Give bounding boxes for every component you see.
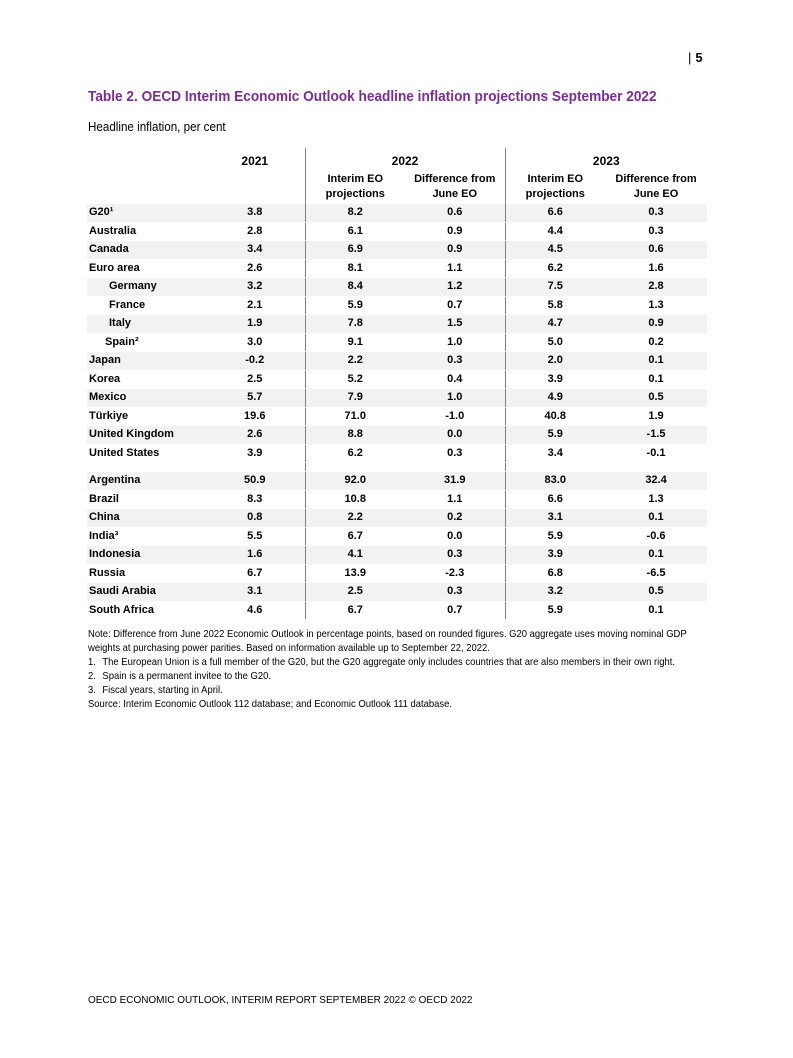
table-row <box>87 583 707 602</box>
interim-2022-cell: 7.8 <box>305 315 405 334</box>
table-row <box>87 296 707 315</box>
interim-2023-cell: 4.5 <box>505 241 605 260</box>
diff-2023-cell: 1.3 <box>605 296 707 315</box>
footnote-marker: 3. <box>88 684 96 696</box>
page-number <box>688 50 703 65</box>
page-number-value: 5 <box>695 50 703 65</box>
subheader-diff-2022 <box>405 168 505 204</box>
interim-2022-cell: 8.1 <box>305 259 405 278</box>
diff-2023-cell: -0.6 <box>605 527 707 546</box>
table-row <box>87 370 707 389</box>
interim-2023-cell: 4.9 <box>505 389 605 408</box>
table-title: Table 2. OECD Interim Economic Outlook headline inflation projections September 2022 <box>88 88 657 105</box>
table-row <box>87 389 707 408</box>
table-row <box>87 490 707 509</box>
diff-2023-cell: -6.5 <box>605 564 707 583</box>
diff-2023-cell: 0.5 <box>605 389 707 408</box>
table-row <box>87 444 707 463</box>
diff-2022-cell: 0.9 <box>405 241 505 260</box>
page-number-separator: | <box>688 50 692 65</box>
subheader-blank-2021 <box>205 168 305 204</box>
diff-2022-cell: 0.2 <box>405 509 505 528</box>
table-row <box>87 352 707 371</box>
subheader-diff-line1: Difference from <box>615 173 697 185</box>
interim-2023-cell: 6.2 <box>505 259 605 278</box>
value-2021-cell: 3.9 <box>205 444 305 463</box>
country-cell: Korea <box>87 370 205 389</box>
table-row <box>87 509 707 528</box>
value-2021-cell: 1.6 <box>205 546 305 565</box>
diff-2023-cell: 0.1 <box>605 509 707 528</box>
diff-2023-cell: 0.1 <box>605 352 707 371</box>
inflation-table-container <box>87 148 707 620</box>
diff-2023-cell: 1.9 <box>605 407 707 426</box>
country-cell: China <box>87 509 205 528</box>
subheader-diff-2023 <box>605 168 707 204</box>
diff-2022-cell: 0.6 <box>405 204 505 222</box>
diff-2023-cell: 32.4 <box>605 472 707 491</box>
footnote-text: Spain is a permanent invitee to the G20. <box>102 670 272 682</box>
diff-2023-cell: 1.6 <box>605 259 707 278</box>
interim-2022-cell: 6.2 <box>305 444 405 463</box>
value-2021-cell: 2.5 <box>205 370 305 389</box>
table-subtitle: Headline inflation, per cent <box>88 120 226 134</box>
table-gap <box>87 463 707 472</box>
interim-2023-cell: 5.9 <box>505 426 605 445</box>
header-year-2021: 2021 <box>241 154 269 168</box>
diff-2023-cell: 0.2 <box>605 333 707 352</box>
table-row <box>87 278 707 297</box>
country-cell: Germany <box>87 278 205 297</box>
source-line: Source: Interim Economic Outlook 112 database; and Economic Outlook 111 database. <box>88 698 453 710</box>
diff-2023-cell: 0.3 <box>605 204 707 222</box>
diff-2022-cell: 0.7 <box>405 601 505 620</box>
country-cell: Brazil <box>87 490 205 509</box>
value-2021-cell: 5.7 <box>205 389 305 408</box>
table-row <box>87 426 707 445</box>
note-line-2: weights at purchasing power parities. Based on information available up to September 22, 2022. <box>88 642 490 654</box>
diff-2022-cell: 1.1 <box>405 490 505 509</box>
country-cell: France <box>87 296 205 315</box>
interim-2023-cell: 3.9 <box>505 370 605 389</box>
table-row <box>87 222 707 241</box>
footnote-text: The European Union is a full member of the G20, but the G20 aggregate only includes countries that are also members in their own right. <box>102 656 675 668</box>
diff-2023-cell: -0.1 <box>605 444 707 463</box>
country-cell: South Africa <box>87 601 205 620</box>
value-2021-cell: 2.6 <box>205 426 305 445</box>
diff-2022-cell: 31.9 <box>405 472 505 491</box>
diff-2022-cell: 1.5 <box>405 315 505 334</box>
value-2021-cell: 1.9 <box>205 315 305 334</box>
value-2021-cell: 50.9 <box>205 472 305 491</box>
subheader-interim-line2: projections <box>525 188 585 200</box>
interim-2022-cell: 2.2 <box>305 352 405 371</box>
country-cell: Japan <box>87 352 205 371</box>
value-2021-cell: 0.8 <box>205 509 305 528</box>
interim-2022-cell: 7.9 <box>305 389 405 408</box>
page-footer: OECD ECONOMIC OUTLOOK, INTERIM REPORT SEPTEMBER 2022 © OECD 2022 <box>88 994 473 1006</box>
table-row <box>87 564 707 583</box>
value-2021-cell: -0.2 <box>205 352 305 371</box>
country-cell: Indonesia <box>87 546 205 565</box>
subheader-interim-2023 <box>505 168 605 204</box>
table-row <box>87 241 707 260</box>
diff-2023-cell: 0.3 <box>605 222 707 241</box>
footnote-marker: 1. <box>88 656 96 668</box>
table-row <box>87 546 707 565</box>
header-year-2022: 2022 <box>305 148 505 168</box>
diff-2022-cell: 0.3 <box>405 352 505 371</box>
interim-2023-cell: 6.6 <box>505 204 605 222</box>
footnote-2 <box>88 669 655 683</box>
value-2021-cell: 3.1 <box>205 583 305 602</box>
table-notes <box>88 627 718 711</box>
subheader-interim-2022 <box>305 168 405 204</box>
header-blank <box>87 148 205 168</box>
footnote-1 <box>88 655 675 669</box>
table-row <box>87 407 707 426</box>
subheader-blank <box>87 168 205 204</box>
table-gap-row <box>87 463 707 472</box>
inflation-table <box>87 148 707 620</box>
country-cell: United States <box>87 444 205 463</box>
country-cell: India³ <box>87 527 205 546</box>
value-2021-cell: 4.6 <box>205 601 305 620</box>
interim-2022-cell: 5.2 <box>305 370 405 389</box>
interim-2022-cell: 6.9 <box>305 241 405 260</box>
footnote-3 <box>88 683 655 697</box>
country-cell: Australia <box>87 222 205 241</box>
value-2021-cell: 8.3 <box>205 490 305 509</box>
value-2021-cell: 5.5 <box>205 527 305 546</box>
table-body-oecd <box>87 204 707 463</box>
diff-2023-cell: 0.9 <box>605 315 707 334</box>
subheader-row <box>87 168 707 204</box>
country-cell: Canada <box>87 241 205 260</box>
diff-2022-cell: 0.9 <box>405 222 505 241</box>
footnote-marker: 2. <box>88 670 96 682</box>
table-row <box>87 333 707 352</box>
interim-2022-cell: 92.0 <box>305 472 405 491</box>
subheader-diff-line1: Difference from <box>414 173 496 185</box>
interim-2023-cell: 40.8 <box>505 407 605 426</box>
diff-2023-cell: 0.1 <box>605 370 707 389</box>
value-2021-cell: 2.8 <box>205 222 305 241</box>
diff-2022-cell: 1.1 <box>405 259 505 278</box>
note-line-1: Note: Difference from June 2022 Economic Outlook in percentage points, based on rounded figures. G20 aggregate uses moving nominal GDP <box>88 628 687 640</box>
diff-2023-cell: 2.8 <box>605 278 707 297</box>
interim-2023-cell: 6.8 <box>505 564 605 583</box>
interim-2022-cell: 4.1 <box>305 546 405 565</box>
interim-2022-cell: 9.1 <box>305 333 405 352</box>
diff-2022-cell: 0.4 <box>405 370 505 389</box>
diff-2023-cell: 0.1 <box>605 546 707 565</box>
table-row <box>87 259 707 278</box>
interim-2022-cell: 6.7 <box>305 527 405 546</box>
interim-2023-cell: 4.7 <box>505 315 605 334</box>
interim-2023-cell: 7.5 <box>505 278 605 297</box>
value-2021-cell: 3.2 <box>205 278 305 297</box>
interim-2022-cell: 71.0 <box>305 407 405 426</box>
value-2021-cell: 19.6 <box>205 407 305 426</box>
interim-2023-cell: 4.4 <box>505 222 605 241</box>
value-2021-cell: 3.0 <box>205 333 305 352</box>
interim-2022-cell: 2.5 <box>305 583 405 602</box>
value-2021-cell: 3.4 <box>205 241 305 260</box>
diff-2022-cell: 1.0 <box>405 389 505 408</box>
value-2021-cell: 6.7 <box>205 564 305 583</box>
table-row <box>87 472 707 491</box>
diff-2023-cell: 1.3 <box>605 490 707 509</box>
header-year-2023: 2023 <box>505 148 707 168</box>
interim-2023-cell: 3.9 <box>505 546 605 565</box>
interim-2023-cell: 2.0 <box>505 352 605 371</box>
country-cell: G20¹ <box>87 204 205 222</box>
value-2021-cell: 2.1 <box>205 296 305 315</box>
interim-2022-cell: 8.4 <box>305 278 405 297</box>
value-2021-cell: 2.6 <box>205 259 305 278</box>
table-row <box>87 601 707 620</box>
diff-2023-cell: 0.1 <box>605 601 707 620</box>
diff-2022-cell: 0.0 <box>405 527 505 546</box>
country-cell: Spain² <box>87 333 205 352</box>
interim-2023-cell: 5.9 <box>505 601 605 620</box>
table-row <box>87 315 707 334</box>
interim-2022-cell: 8.8 <box>305 426 405 445</box>
interim-2022-cell: 13.9 <box>305 564 405 583</box>
country-cell: Italy <box>87 315 205 334</box>
diff-2022-cell: -2.3 <box>405 564 505 583</box>
interim-2023-cell: 6.6 <box>505 490 605 509</box>
diff-2022-cell: 0.0 <box>405 426 505 445</box>
interim-2022-cell: 10.8 <box>305 490 405 509</box>
interim-2023-cell: 3.2 <box>505 583 605 602</box>
subheader-diff-line2: June EO <box>432 188 478 200</box>
interim-2022-cell: 8.2 <box>305 204 405 222</box>
footnote-text: Fiscal years, starting in April. <box>102 684 223 696</box>
diff-2022-cell: 0.3 <box>405 444 505 463</box>
country-cell: Mexico <box>87 389 205 408</box>
diff-2022-cell: 0.3 <box>405 546 505 565</box>
table-row <box>87 204 707 222</box>
interim-2023-cell: 83.0 <box>505 472 605 491</box>
interim-2023-cell: 5.0 <box>505 333 605 352</box>
country-cell: Russia <box>87 564 205 583</box>
table-body-non-oecd <box>87 472 707 620</box>
subheader-interim-line1: Interim EO <box>327 173 384 185</box>
diff-2023-cell: -1.5 <box>605 426 707 445</box>
subheader-interim-line1: Interim EO <box>527 173 584 185</box>
interim-2023-cell: 5.8 <box>505 296 605 315</box>
country-cell: Türkiye <box>87 407 205 426</box>
interim-2022-cell: 6.1 <box>305 222 405 241</box>
interim-2022-cell: 6.7 <box>305 601 405 620</box>
year-header-row <box>87 148 707 168</box>
diff-2023-cell: 0.6 <box>605 241 707 260</box>
country-cell: United Kingdom <box>87 426 205 445</box>
diff-2022-cell: 0.3 <box>405 583 505 602</box>
interim-2023-cell: 3.4 <box>505 444 605 463</box>
interim-2022-cell: 5.9 <box>305 296 405 315</box>
diff-2023-cell: 0.5 <box>605 583 707 602</box>
country-cell: Argentina <box>87 472 205 491</box>
table-row <box>87 527 707 546</box>
country-cell: Saudi Arabia <box>87 583 205 602</box>
diff-2022-cell: 1.0 <box>405 333 505 352</box>
value-2021-cell: 3.8 <box>205 204 305 222</box>
subheader-diff-line2: June EO <box>633 188 679 200</box>
diff-2022-cell: -1.0 <box>405 407 505 426</box>
country-cell: Euro area <box>87 259 205 278</box>
interim-2023-cell: 3.1 <box>505 509 605 528</box>
subheader-interim-line2: projections <box>325 188 385 200</box>
interim-2022-cell: 2.2 <box>305 509 405 528</box>
diff-2022-cell: 1.2 <box>405 278 505 297</box>
interim-2023-cell: 5.9 <box>505 527 605 546</box>
diff-2022-cell: 0.7 <box>405 296 505 315</box>
